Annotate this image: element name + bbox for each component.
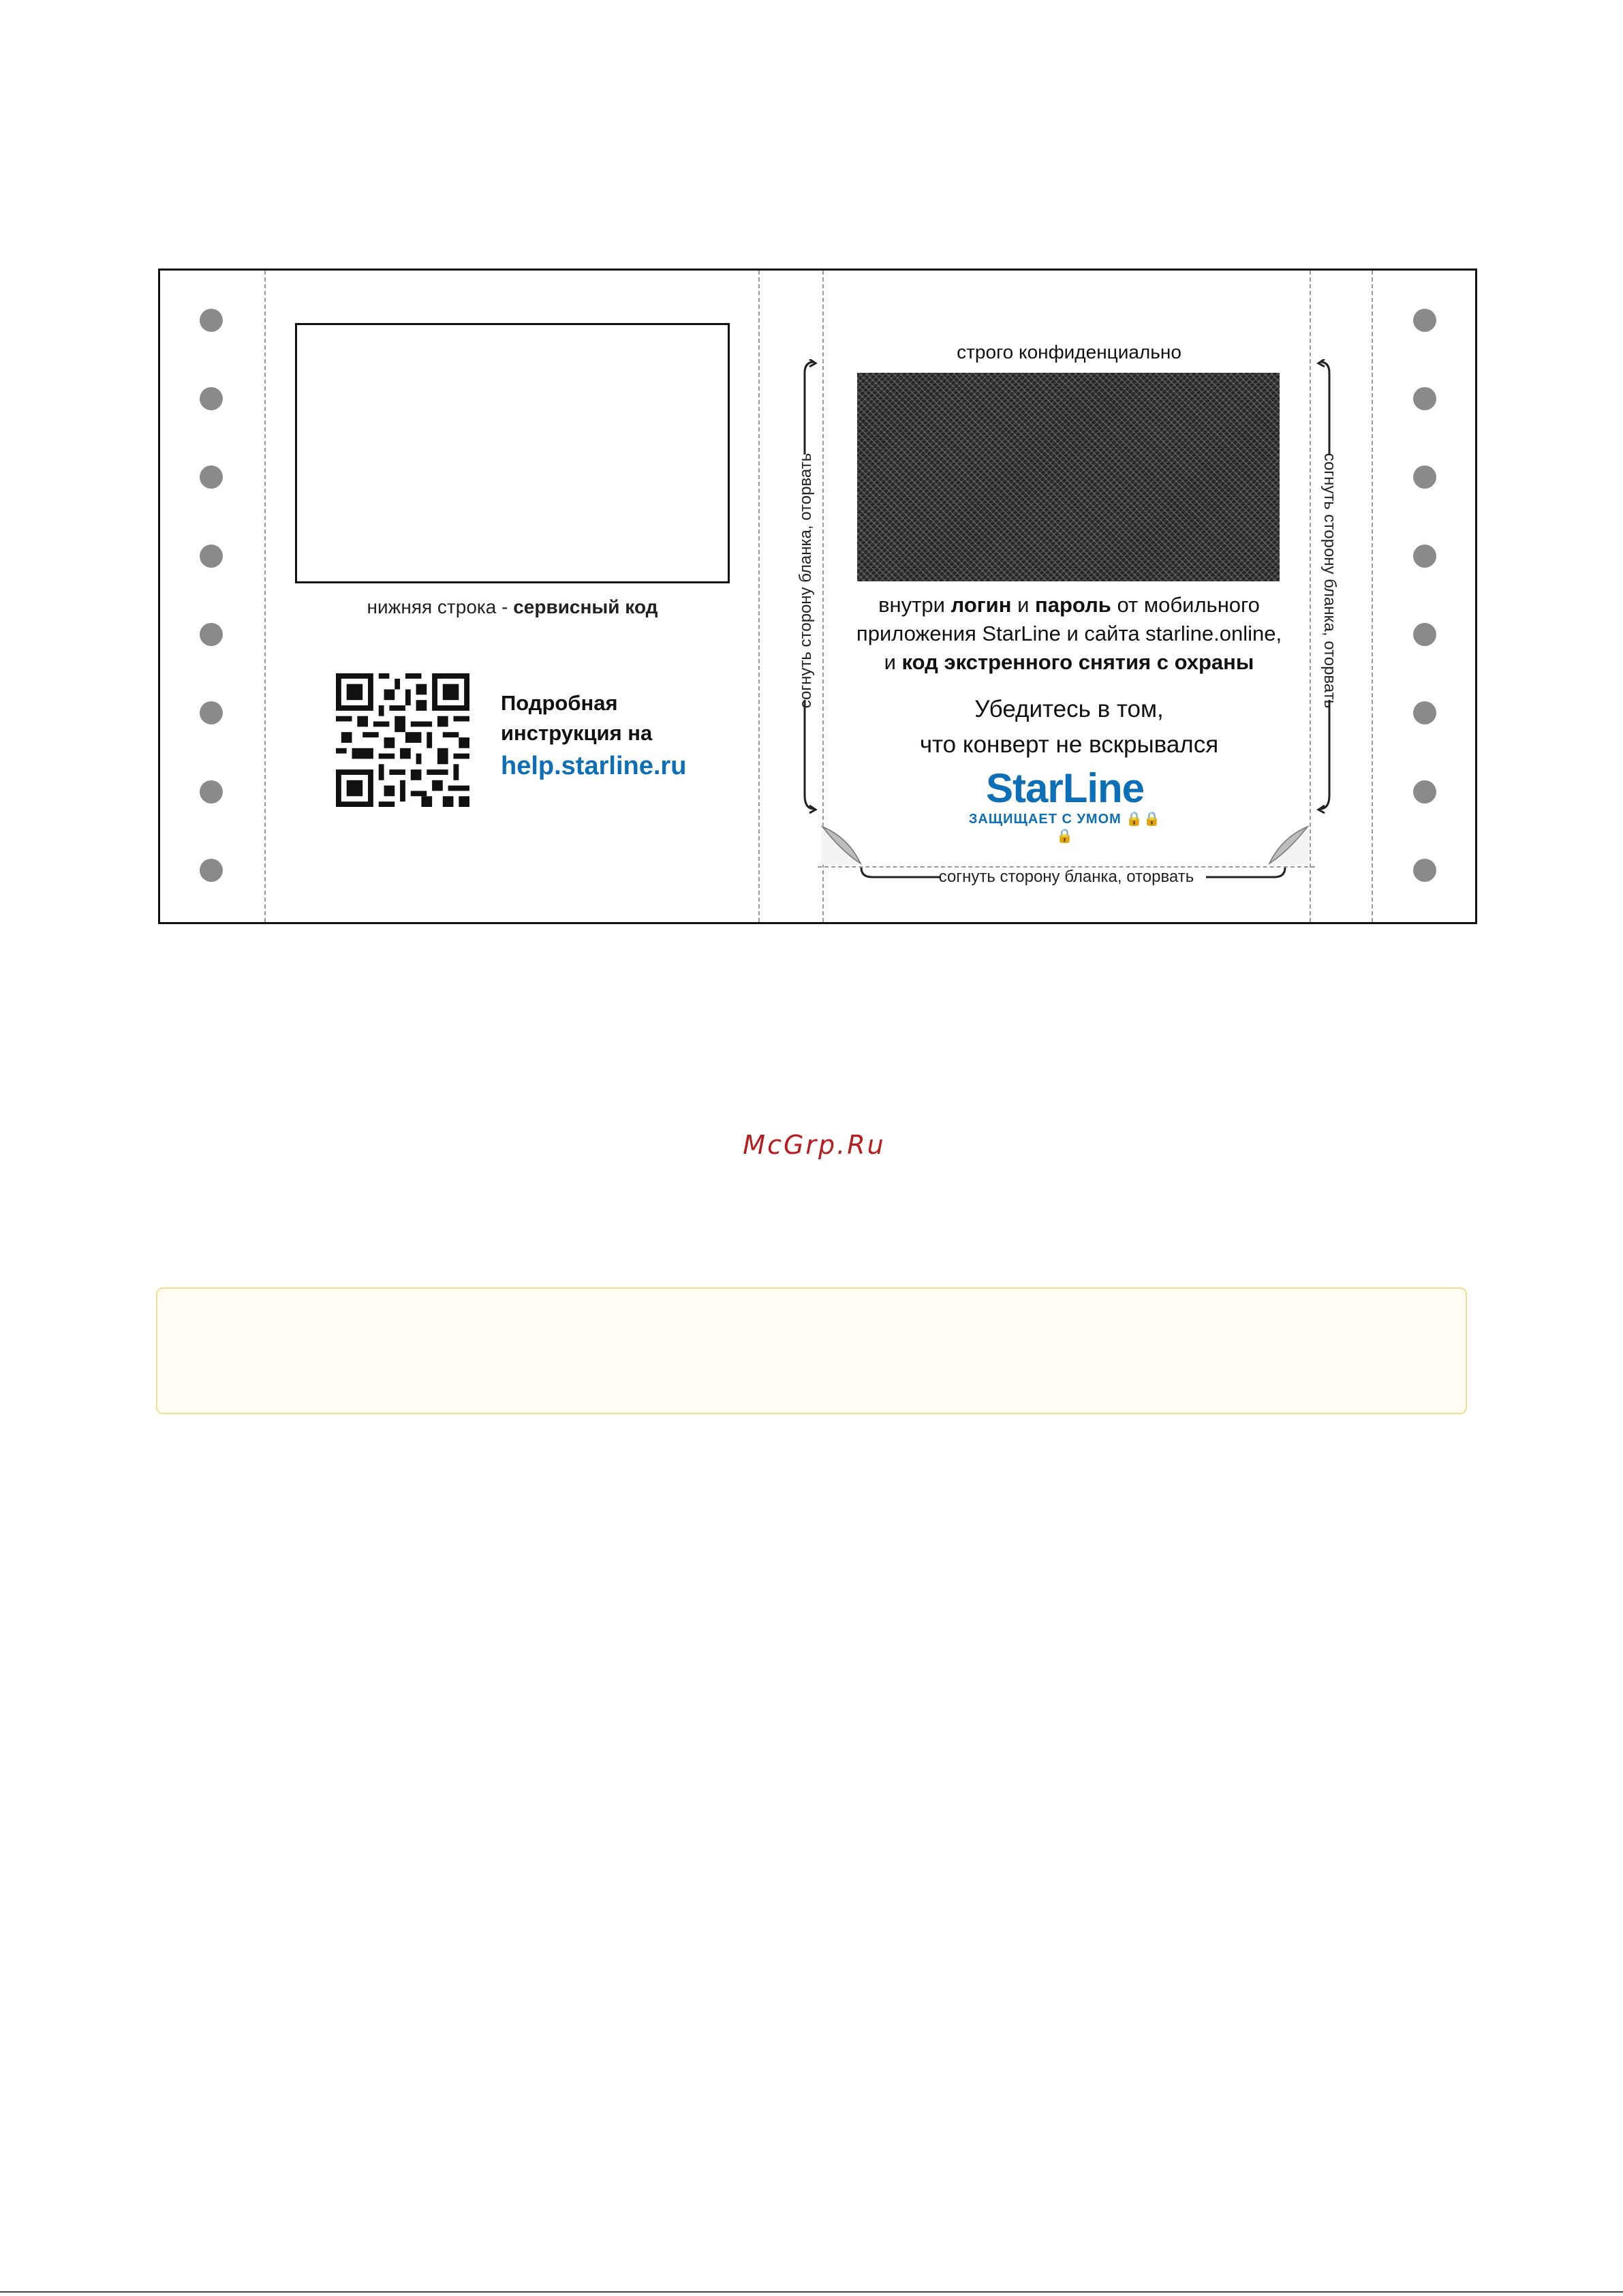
tractor-hole bbox=[200, 545, 223, 568]
tractor-hole bbox=[1413, 309, 1436, 332]
scratch-panel bbox=[857, 373, 1280, 581]
tractor-hole bbox=[1413, 859, 1436, 882]
tractor-hole bbox=[200, 780, 223, 803]
tractor-hole bbox=[1413, 545, 1436, 568]
note-box bbox=[156, 1287, 1467, 1414]
envelope-contents-text: внутри логин и пароль от мобильного приложения StarLine и сайта starline.online, и код экстренного снятия с охраны bbox=[856, 593, 1282, 674]
lock-icons: 🔒🔒🔒 bbox=[1056, 812, 1162, 844]
tractor-hole bbox=[200, 465, 223, 489]
service-code-caption: нижняя строка - сервисный код bbox=[367, 596, 658, 617]
tractor-hole bbox=[1413, 780, 1436, 803]
peel-corner-icon bbox=[821, 824, 862, 865]
tamper-check-text: Убедитесь в том, что конверт не вскрывался bbox=[919, 696, 1219, 758]
tractor-hole bbox=[1413, 465, 1436, 489]
starline-logo: StarLine ЗАЩИЩАЕТ С УМОМ 🔒🔒🔒 bbox=[968, 765, 1162, 844]
instruction-text: Подробная инструкция на help.starline.ru bbox=[501, 688, 686, 784]
help-url-link[interactable]: help.starline.ru bbox=[501, 752, 687, 780]
tractor-hole bbox=[1413, 387, 1436, 410]
perforation-right bbox=[1372, 271, 1373, 922]
fold-label-bottom: согнуть сторону бланка, оторвать bbox=[938, 868, 1194, 886]
tractor-hole bbox=[200, 387, 223, 410]
tractor-hole bbox=[1413, 701, 1436, 724]
tractor-hole bbox=[200, 309, 223, 332]
service-code-box bbox=[295, 323, 730, 583]
tractor-hole bbox=[1413, 623, 1436, 646]
tractor-hole bbox=[200, 701, 223, 724]
confidential-label: строго конфиденциально bbox=[957, 341, 1181, 363]
activation-form: нижняя строка - сервисный код Подробная инструкция на help.starline.ru строго конфиденциально согнуть сторону бланка, оторвать согнуть сторону бланка, оторвать внутри логин и пароль от мобильного приложения StarLine и сайта starline.online, и код экстренного снятия с охраны Убедитесь в том, что конверт не вскрывался StarLine ЗАЩИЩАЕТ С УМОМ 🔒🔒🔒 согнуть сторону бланка, оторвать bbox=[158, 269, 1477, 924]
qr-code-icon bbox=[336, 673, 469, 807]
tractor-hole bbox=[200, 859, 223, 882]
peel-corner-icon bbox=[1268, 824, 1309, 865]
watermark-text: McGrp.Ru bbox=[743, 1130, 886, 1160]
tractor-hole bbox=[200, 623, 223, 646]
footer-rule bbox=[0, 2291, 1623, 2293]
